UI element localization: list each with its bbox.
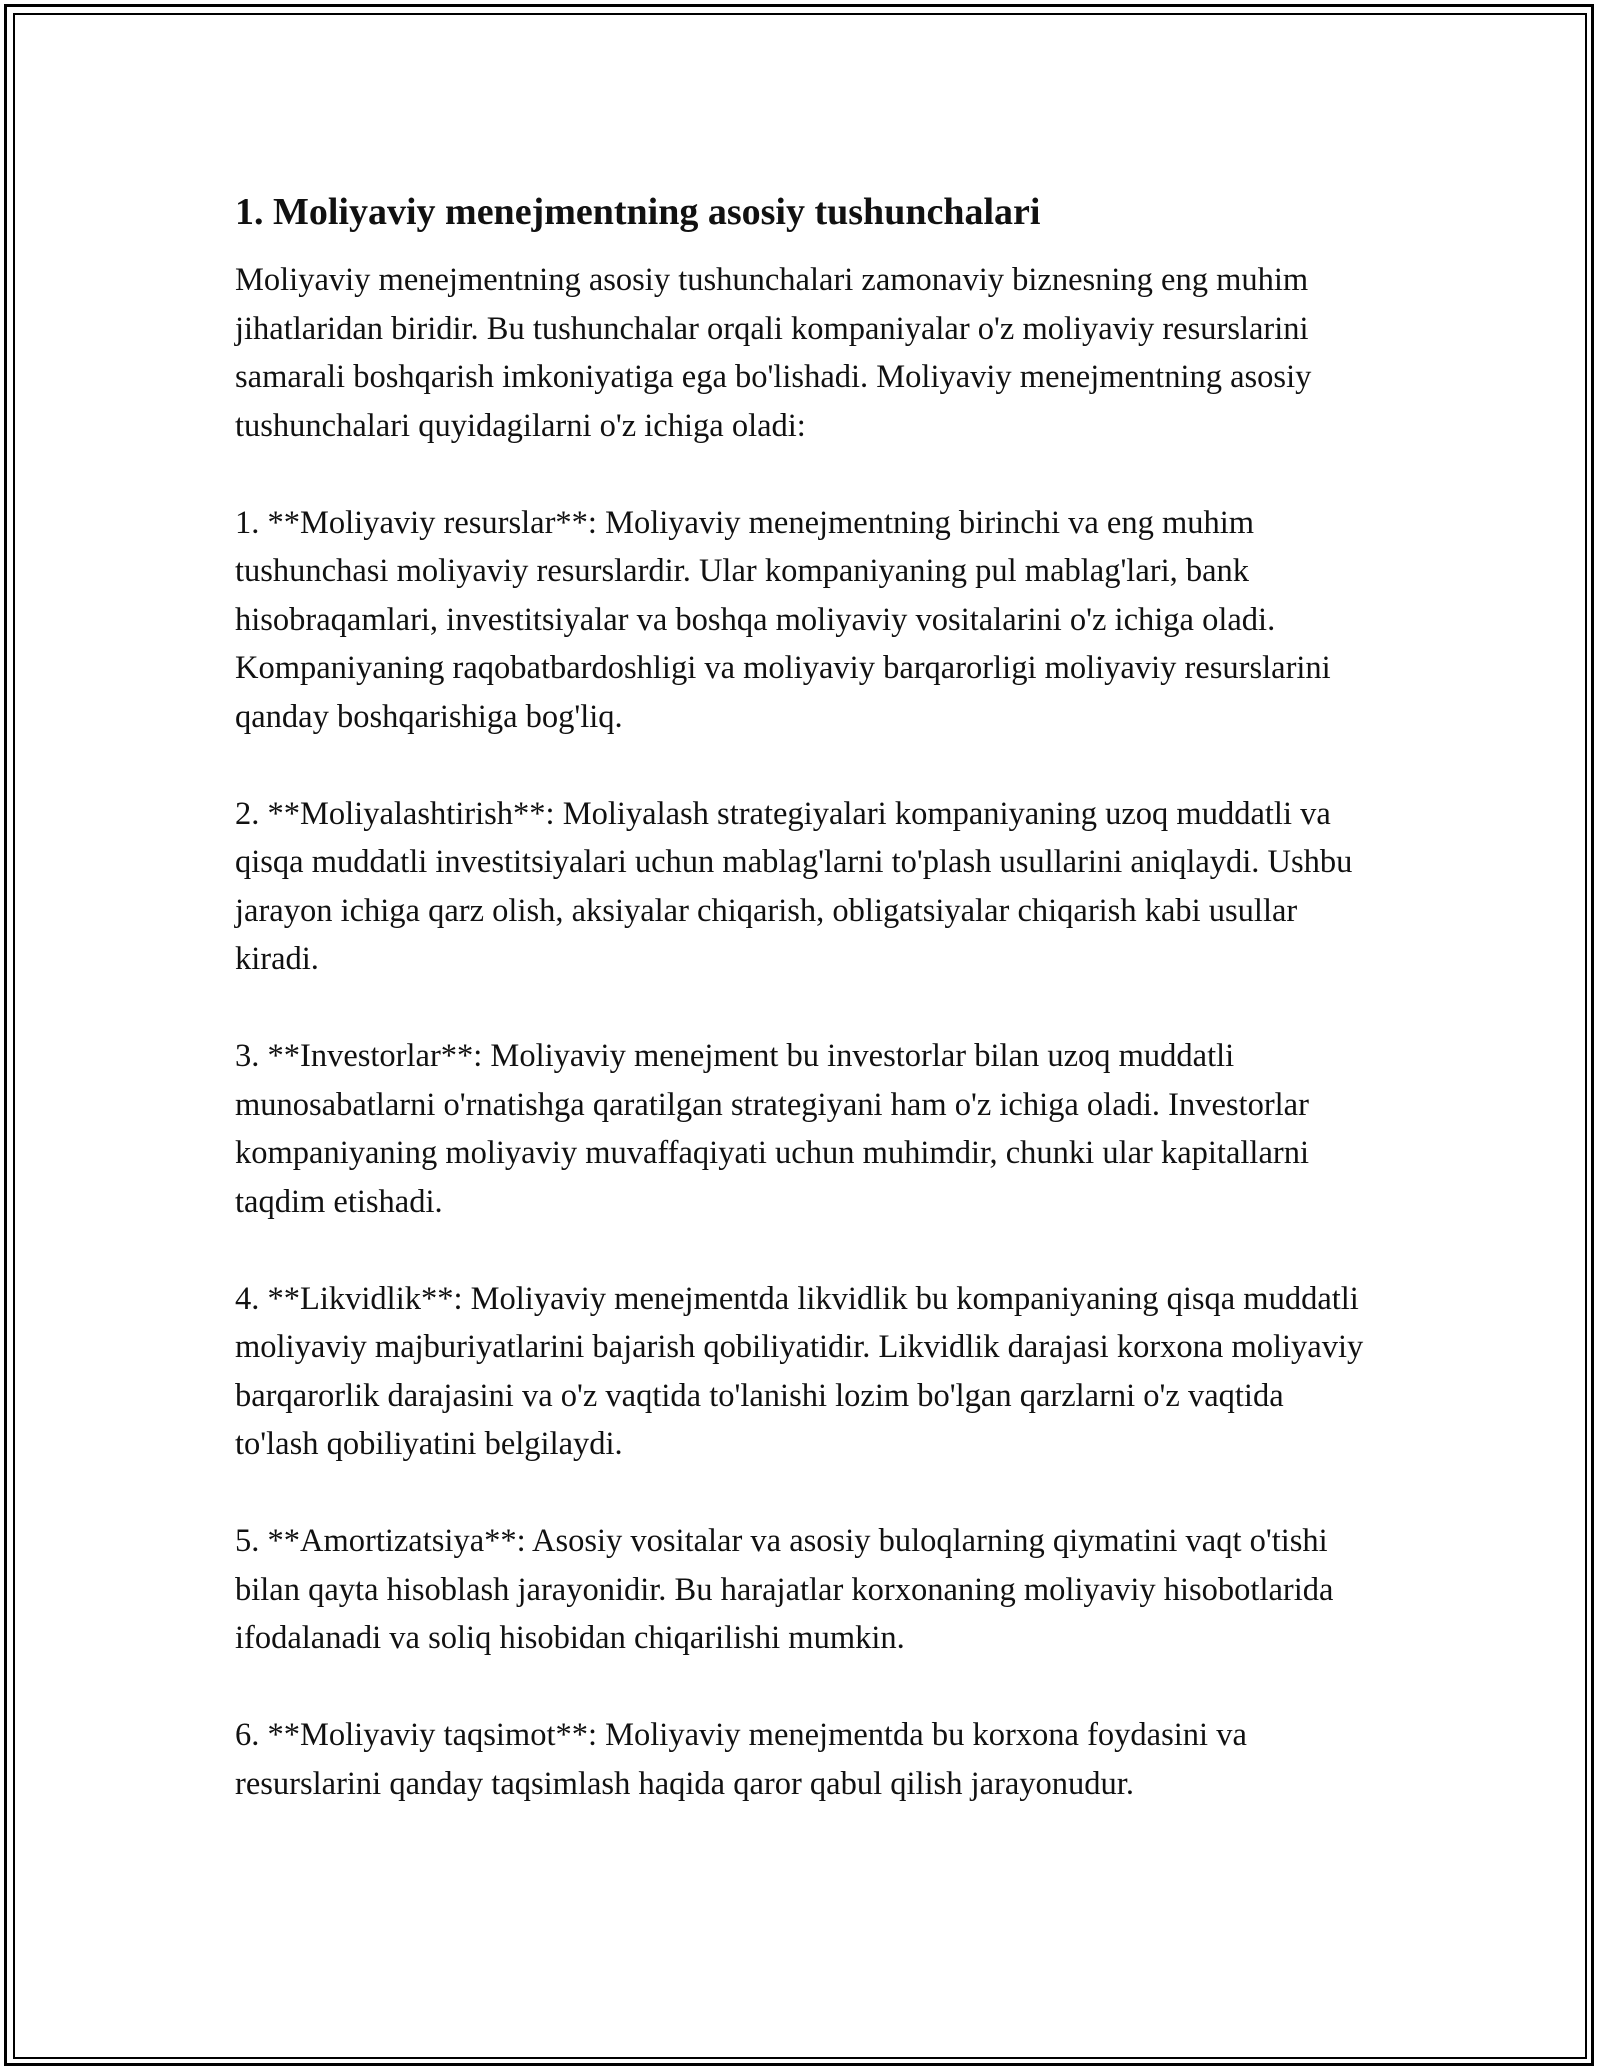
document-body: [235, 188, 1370, 1857]
list-item-financial-distribution: 6. **Moliyaviy taqsimot**: Moliyaviy menejmentda bu korxona foydasini va resurslarini qanday taqsimlash haqida qaror qabul qilish jarayonudur.: [235, 1717, 1247, 1802]
list-item-amortization: 5. **Amortizatsiya**: Asosiy vositalar va asosiy buloqlarning qiymatini vaqt o'tishi bilan qayta hisoblash jarayonidir. Bu harajatlar korxonaning moliyaviy hisobotlarida ifodalanadi va soliq hisobidan chiqarilishi mumkin.: [235, 1523, 1334, 1656]
list-item-investors: 3. **Investorlar**: Moliyaviy menejment bu investorlar bilan uzoq muddatli munosabatlarni o'rnatishga qaratilgan strategiyani ham o'z ichiga oladi. Investorlar kompaniyaning moliyaviy muvaffaqiyati uchun muhimdir, chunki ular kapitallarni taqdim etishadi.: [235, 1038, 1309, 1220]
section-heading: 1. Moliyaviy menejmentning asosiy tushunchalari: [235, 191, 1041, 233]
list-item-financing: 2. **Moliyalashtirish**: Moliyalash strategiyalari kompaniyaning uzoq muddatli va qisqa muddatli investitsiyalari uchun mablag'larni to'plash usullarini aniqlaydi. Ushbu jarayon ichiga qarz olish, aksiyalar chiqarish, obligatsiyalar chiqarish kabi usullar kiradi.: [235, 795, 1353, 977]
list-item-financial-resources: 1. **Moliyaviy resurslar**: Moliyaviy menejmentning birinchi va eng muhim tushunchasi moliyaviy resurslardir. Ular kompaniyaning pul mablag'lari, bank hisobraqamlari, investitsiyalar va boshqa moliyaviy vositalarini o'z ichiga oladi. Kompaniyaning raqobatbardoshligi va moliyaviy barqarorligi moliyaviy resurslarini qanday boshqarishiga bog'liq.: [235, 504, 1331, 735]
list-item-liquidity: 4. **Likvidlik**: Moliyaviy menejmentda likvidlik bu kompaniyaning qisqa muddatli moliyaviy majburiyatlarini bajarish qobiliyatidir. Likvidlik darajasi korxona moliyaviy barqarorlik darajasini va o'z vaqtida to'lanishi lozim bo'lgan qarzlarni o'z vaqtida to'lash qobiliyatini belgilaydi.: [235, 1280, 1364, 1462]
intro-paragraph: Moliyaviy menejmentning asosiy tushunchalari zamonaviy biznesning eng muhim jihatlaridan biridir. Bu tushunchalar orqali kompaniyalar o'z moliyaviy resurslarini samarali boshqarish imkoniyatiga ega bo'lishadi. Moliyaviy menejmentning asosiy tushunchalari quyidagilarni o'z ichiga oladi:: [235, 262, 1312, 444]
